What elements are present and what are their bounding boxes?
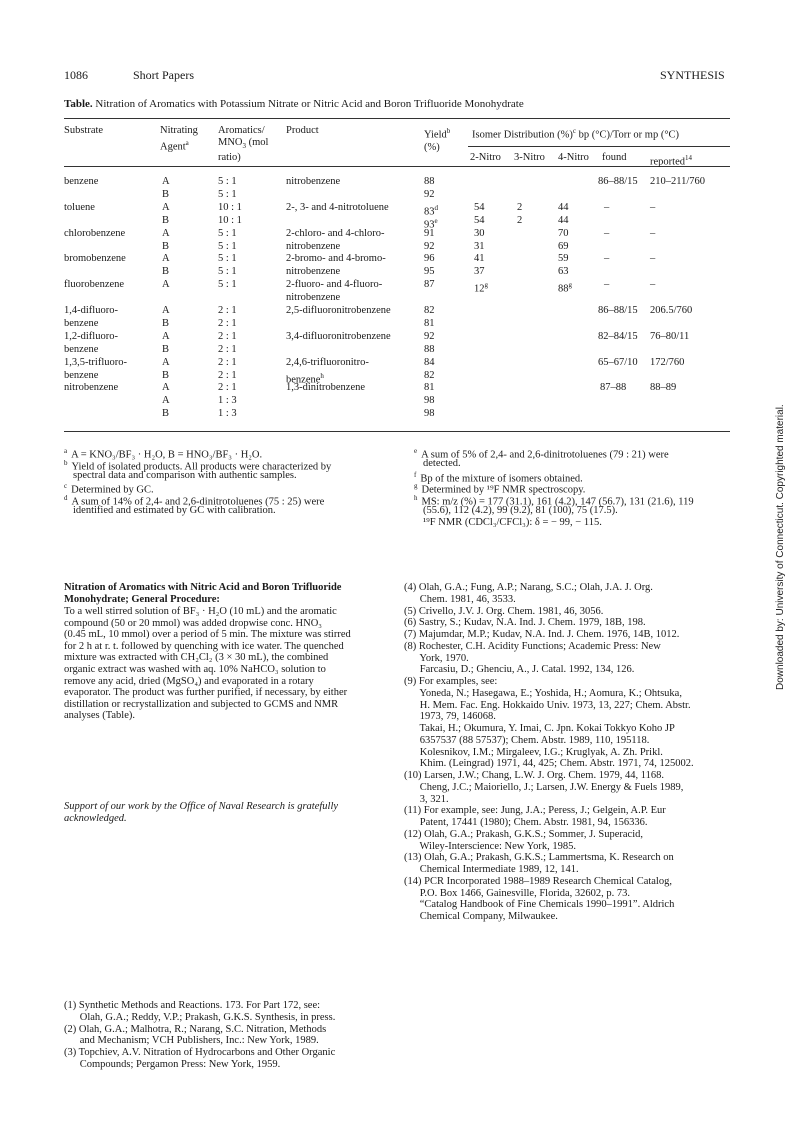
cell-found: 87–88 (600, 382, 627, 394)
cell-product: nitrobenzene (286, 292, 341, 304)
cell-product: nitrobenzene (286, 266, 341, 278)
cell-yield: 92 (424, 188, 435, 200)
cell-substrate: benzene (64, 176, 99, 187)
cell-product: 2-, 3- and 4-nitrotoluene (286, 201, 389, 213)
cell-yield: 82 (424, 369, 435, 381)
reference-line: P.O. Box 1466, Gainesville, Florida, 32602, p. 73. (404, 887, 631, 899)
cell-product: 2-fluoro- and 4-fluoro- (286, 279, 383, 291)
cell-substrate: bromobenzene (64, 253, 126, 265)
cell-agent: B (162, 369, 170, 381)
cell-2-nitro: 30 (474, 227, 485, 239)
cell-yield: 84 (424, 356, 435, 368)
cell-substrate: benzene (64, 369, 99, 381)
cell-found: 86–88/15 (598, 176, 638, 187)
cell-yield: 98 (424, 395, 435, 407)
footnote-line: $^h$ MS: m/z (%) = 177 (31.1), 161 (4.2), 147 (56.7), 131 (21.6), 119 (414, 494, 694, 508)
reference-line: Yoneda, N.; Hasegawa, E.; Yoshida, H.; Aomura, K.; Ohtsuka, (404, 687, 682, 699)
cell-yield: 81 (424, 382, 435, 394)
cell-2-nitro: 12$^g$ (474, 281, 488, 295)
header-substrate: Substrate (64, 125, 104, 136)
reference-line: (5) Crivello, J.V. J. Org. Chem. 1981, 46, 3056. (404, 605, 604, 617)
table-caption-text: Nitration of Aromatics with Potassium Nitrate or Nitric Acid and Boron Trifluoride Monohydrate (95, 98, 524, 110)
reference-line: (7) Majumdar, M.P.; Kudav, N.A. Ind. J. Chem. 1976, 14B, 1012. (404, 629, 680, 640)
cell-agent: B (162, 214, 170, 226)
reference-line: Chem. 1981, 46, 3533. (404, 593, 516, 605)
page-number: 1086 (64, 68, 88, 82)
footnote-line: detected. (423, 457, 461, 469)
header-3-nitro: 3-Nitro (514, 152, 545, 163)
isomer-sub-rule (468, 146, 730, 147)
table-label: Table. (64, 98, 93, 110)
header-isomer: Isomer Distribution (%)$^c$ bp (°C)/Torr or mp (°C) (472, 127, 680, 141)
cell-2-nitro: 54 (474, 201, 485, 213)
cell-yield: 93e (424, 216, 438, 231)
cell-substrate: benzene (64, 343, 99, 355)
cell-substrate: 1,2-difluoro- (64, 330, 118, 342)
reference-line: and Mechanism; VCH Publishers, Inc.: New York, 1989. (64, 1035, 319, 1047)
cell-found: – (604, 201, 610, 213)
reference-line: York, 1970. (404, 652, 469, 664)
cell-substrate: nitrobenzene (64, 382, 119, 394)
reference-line: Takai, H.; Okumura, Y. Imai, C. Jpn. Kokai Tokkyo Koho JP (404, 723, 675, 734)
cell-2-nitro: 41 (474, 253, 485, 265)
cell-substrate: fluorobenzene (64, 279, 125, 291)
cell-product: 2,5-difluoronitrobenzene (286, 305, 391, 316)
cell-yield: 88 (424, 176, 435, 187)
cell-agent: A (162, 253, 170, 265)
reference-line: (9) For examples, see: (404, 676, 498, 687)
cell-found: 86–88/15 (598, 305, 638, 316)
cell-ratio: 5 : 1 (218, 240, 237, 252)
cell-yield: 88 (424, 343, 435, 355)
reference-line: (12) Olah, G.A.; Prakash, G.K.S.; Sommer, J. Superacid, (404, 828, 644, 840)
cell-yield: 87 (424, 279, 435, 291)
cell-2-nitro: 54 (474, 214, 485, 226)
cell-substrate: chlorobenzene (64, 227, 126, 239)
cell-substrate: benzene (64, 317, 99, 329)
cell-reported: 206.5/760 (650, 305, 693, 316)
cell-reported: 76–80/11 (650, 330, 690, 342)
journal-name: SYNTHESIS (660, 68, 725, 82)
procedure-line: compound (50 or 20 mmol) was added dropwise conc. HNO₃ (64, 617, 322, 629)
cell-yield: 82 (424, 305, 435, 316)
cell-yield: 83$^d$ (424, 203, 438, 218)
cell-yield: 92 (424, 330, 435, 342)
cell-agent: B (162, 317, 170, 329)
cell-yield: 96 (424, 253, 435, 265)
cell-agent: A (162, 279, 170, 291)
cell-ratio: 2 : 1 (218, 343, 237, 355)
cell-product: nitrobenzene (286, 240, 341, 252)
acknowledgement: Support of our work by the Office of Naval Research is gratefully acknowledged. (64, 801, 339, 824)
cell-product: 3,4-difluoronitrobenzene (286, 330, 391, 342)
footnote-line: $^a$ A = KNO₃/BF₃ · H₂O, B = HNO₃/BF₃ · H₂O. (64, 447, 263, 461)
cell-yield: 95 (424, 266, 435, 278)
procedure-line: for 2 h at r. t. followed by quenching with ice water. The quenched (64, 640, 344, 652)
footnote-line: ¹⁹F NMR (CDCl₃/CFCl₃): δ = − 99, − 115. (423, 516, 602, 528)
cell-ratio: 2 : 1 (218, 382, 237, 394)
table-caption (64, 98, 524, 110)
cell-found: – (604, 279, 610, 291)
cell-reported: – (650, 227, 656, 239)
cell-reported: 88–89 (650, 382, 677, 394)
cell-ratio: 2 : 1 (218, 330, 237, 342)
reference-line: (11) For example, see: Jung, J.A.; Peress, J.; Gelgein, A.P. Eur (404, 805, 666, 817)
header-reported: reported$^{14}$ (650, 154, 692, 168)
cell-reported: 172/760 (650, 356, 685, 368)
cell-reported: 210–211/760 (650, 176, 706, 187)
footnote-line: identified and estimated by GC with calibration. (73, 505, 276, 516)
reference-line: (8) Rochester, C.H. Acidity Functions; Academic Press: New (404, 640, 661, 652)
reference-line: Farcasiu, D.; Ghenciu, A., J. Catal. 1992, 134, 126. (404, 664, 635, 676)
reference-line: (14) PCR Incorporated 1988–1989 Research Chemical Catalog, (404, 875, 672, 887)
cell-4-nitro: 69 (558, 240, 569, 252)
reference-line: (13) Olah, G.A.; Prakash, G.K.S.; Lammertsma, K. Research on (404, 852, 674, 864)
cell-reported: – (650, 253, 656, 265)
reference-line: Khim. (Leingrad) 1971, 44, 425; Chem. Abstr. 1971, 74, 125002. (404, 758, 694, 770)
cell-yield: 92 (424, 240, 435, 252)
cell-agent: B (162, 408, 170, 420)
procedure-line: organic extract was washed with aq. 10% NaHCO₃ solution to (64, 664, 326, 675)
cell-agent: B (162, 266, 170, 278)
cell-substrate: 1,3,5-trifluoro- (64, 356, 127, 368)
cell-agent: A (162, 395, 170, 407)
cell-ratio: 2 : 1 (218, 305, 237, 316)
reference-line: (2) Olah, G.A.; Malhotra, R.; Narang, S.C. Nitration, Methods (64, 1023, 327, 1035)
cell-2-nitro: 37 (474, 266, 485, 278)
cell-ratio: 2 : 1 (218, 369, 237, 381)
footnote-line: $^g$ Determined by ¹⁹F NMR spectroscopy. (414, 482, 586, 496)
header-ratio: Aromatics/ $MNO_3$ (mol ratio) (218, 125, 269, 164)
reference-line: Cheng, J.C.; Maioriello, J.; Larsen, J.W. Energy & Fuels 1989, (404, 781, 684, 793)
cell-agent: B (162, 188, 170, 200)
cell-found: 65–67/10 (598, 356, 638, 368)
cell-4-nitro: 44 (558, 214, 569, 226)
cell-2-nitro: 31 (474, 240, 485, 252)
cell-substrate: 1,4-difluoro- (64, 305, 118, 316)
cell-ratio: 2 : 1 (218, 356, 237, 368)
footnote-line: $^d$ A sum of 14% of 2,4- and 2,6-dinitrotoluenes (75 : 25) were (64, 494, 325, 508)
cell-ratio: 5 : 1 (218, 227, 237, 239)
cell-ratio: 5 : 1 (218, 266, 237, 278)
cell-ratio: 1 : 3 (218, 408, 237, 420)
cell-ratio: 5 : 1 (218, 253, 237, 265)
table-header-rule (64, 166, 730, 167)
cell-reported: – (650, 201, 656, 213)
cell-reported: – (650, 279, 656, 291)
procedure-line: (0.45 mL, 10 mmol) over a period of 5 min. The mixture was stirred (64, 629, 351, 641)
cell-product: 2-bromo- and 4-bromo- (286, 253, 386, 265)
cell-ratio: 5 : 1 (218, 176, 237, 187)
reference-line: Chemical Company, Milwaukee. (404, 911, 558, 922)
cell-product: 2-chloro- and 4-chloro- (286, 227, 385, 239)
procedure-line: mixture was extracted with CH₂Cl₂ (3 × 30 mL), the combined (64, 652, 329, 664)
section-name: Short Papers (133, 68, 194, 82)
reference-line: Chemical Intermediate 1989, 12, 141. (404, 864, 579, 875)
cell-ratio: 10 : 1 (218, 201, 242, 213)
cell-substrate: toluene (64, 201, 95, 213)
cell-3-nitro: 2 (517, 201, 523, 213)
reference-line: 6357537 (88 57537); Chem. Abstr. 1989, 110, 195118. (404, 734, 650, 746)
cell-ratio: 1 : 3 (218, 395, 237, 407)
footnote-line: spectral data and comparison with authentic samples. (73, 469, 297, 481)
footnote-line: $^b$ Yield of isolated products. All products were characterized by (64, 458, 332, 473)
download-note: Downloaded by: University of Connecticut. Copyrighted material. (775, 404, 786, 690)
cell-agent: A (162, 330, 170, 342)
header-4-nitro: 4-Nitro (558, 152, 589, 163)
cell-agent: B (162, 240, 170, 252)
cell-yield: 81 (424, 317, 435, 329)
reference-line: 3, 321. (404, 793, 449, 805)
reference-line: Kolesnikov, I.M.; Mirgaleev, I.G.; Kruglyak, A. Zh. Prikl. (404, 746, 663, 758)
cell-4-nitro: 88$^g$ (558, 281, 572, 295)
cell-agent: A (162, 227, 170, 239)
cell-4-nitro: 70 (558, 227, 569, 239)
procedure-title: Nitration of Aromatics with Nitric Acid and Boron Trifluoride Monohydrate; General Procedure: (64, 582, 342, 605)
cell-product: 1,3-dinitrobenzene (286, 382, 366, 394)
cell-ratio: 5 : 1 (218, 279, 237, 291)
reference-line: 1973, 79, 146068. (404, 711, 496, 723)
reference-line: (3) Topchiev, A.V. Nitration of Hydrocarbons and Other Organic (64, 1047, 336, 1058)
table-top-rule (64, 118, 730, 119)
cell-4-nitro: 44 (558, 201, 569, 213)
cell-agent: A (162, 305, 170, 316)
cell-agent: A (162, 176, 170, 187)
cell-product: nitrobenzene (286, 176, 341, 187)
reference-line: Wiley-Interscience: New York, 1985. (404, 840, 577, 852)
cell-agent: A (162, 201, 170, 213)
header-found: found (602, 152, 627, 163)
cell-4-nitro: 63 (558, 266, 569, 278)
footnote-line: $^c$ Determined by GC. (64, 482, 154, 496)
reference-line: (10) Larsen, J.W.; Chang, L.W. J. Org. Chem. 1979, 44, 1168. (404, 770, 664, 781)
cell-agent: B (162, 343, 170, 355)
reference-line: (6) Sastry, S.; Kudav, N.A. Ind. J. Chem. 1979, 18B, 198. (404, 617, 646, 629)
cell-4-nitro: 59 (558, 253, 569, 265)
reference-line: Olah, G.A.; Reddy, V.P.; Prakash, G.K.S. Synthesis, in press. (64, 1011, 336, 1023)
cell-agent: A (162, 382, 170, 394)
reference-line: (4) Olah, G.A.; Fung, A.P.; Narang, S.C.; Olah, J.A. J. Org. (404, 582, 653, 593)
procedure-line: remove any acid, dried (MgSO₄) and evaporated in a rotary (64, 675, 314, 687)
cell-ratio: 10 : 1 (218, 214, 242, 226)
procedure-line: evaporator. The product was further purified, if necessary, by either (64, 687, 348, 699)
cell-product: 2,4,6-trifluoronitro- (286, 356, 369, 368)
reference-line: Patent, 17441 (1980); Chem. Abstr. 1981, 94, 156336. (404, 817, 648, 828)
cell-ratio: 5 : 1 (218, 188, 237, 200)
footnote-line: $^e$ A sum of 5% of 2,4- and 2,6-dinitrotoluenes (79 : 21) were (414, 447, 669, 461)
cell-product: benzene$^h$ (286, 371, 324, 385)
cell-agent: A (162, 356, 170, 368)
header-agent: Nitrating Agent$^a$ (160, 125, 198, 153)
cell-yield: 91 (424, 227, 435, 239)
cell-found: – (604, 253, 610, 265)
header-product: Product (286, 125, 319, 136)
cell-yield: 98 (424, 408, 435, 420)
footnote-line: $^f$ Bp of the mixture of isomers obtained. (414, 470, 583, 485)
reference-line: (1) Synthetic Methods and Reactions. 173. For Part 172, see: (64, 1000, 321, 1011)
cell-found: – (604, 227, 610, 239)
header-2-nitro: 2-Nitro (470, 152, 501, 163)
procedure-line: distillation or recrystallization and subjected to GCMS and NMR (64, 698, 339, 710)
footnote-line: (55.6), 112 (4.2), 99 (9.2), 81 (100), 75 (17.5). (423, 505, 618, 516)
procedure-line: To a well stirred solution of BF₃ · H₂O (10 mL) and the aromatic (64, 606, 337, 617)
reference-line: Compounds; Pergamon Press: New York, 1959. (64, 1058, 281, 1070)
reference-line: H. Mem. Fac. Eng. Hokkaido Univ. 1973, 13, 227; Chem. Abstr. (404, 699, 691, 711)
table-bottom-rule (64, 431, 730, 432)
procedure-line: analyses (Table). (64, 710, 135, 722)
cell-found: 82–84/15 (598, 330, 638, 342)
cell-ratio: 2 : 1 (218, 317, 237, 329)
cell-3-nitro: 2 (517, 214, 523, 226)
header-yield: Yield$^b$ (%) (424, 127, 451, 153)
reference-line: “Catalog Handbook of Fine Chemicals 1990–1991”. Aldrich (404, 899, 675, 911)
